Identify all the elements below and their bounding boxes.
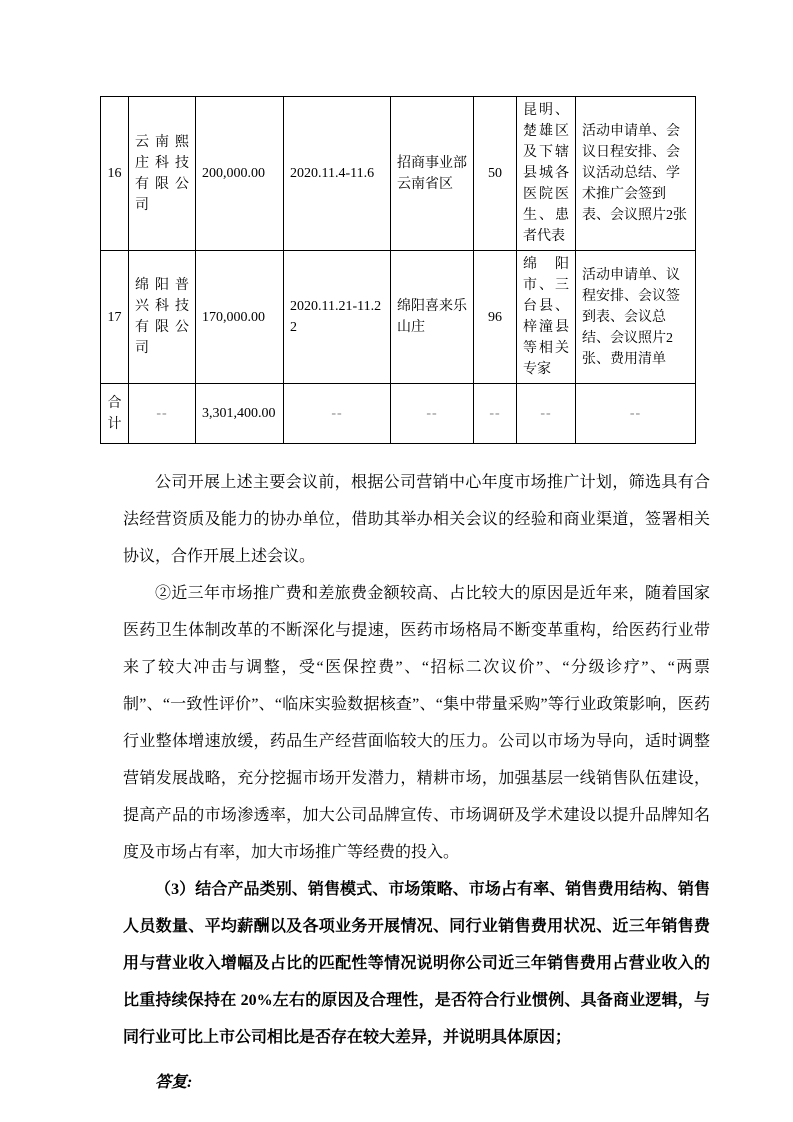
cell-date: -- bbox=[284, 384, 391, 444]
cell-organizer: 绵阳喜来乐山庄 bbox=[391, 251, 474, 384]
cell-company: 绵阳普兴科技有限公司 bbox=[129, 251, 196, 384]
cell-organizer: -- bbox=[391, 384, 474, 444]
cell-row-number: 17 bbox=[101, 251, 129, 384]
cell-organizer: 招商事业部云南省区 bbox=[391, 97, 474, 251]
cell-materials: 活动申请单、议程安排、会议签到表、会议总结、会议照片2张、费用清单 bbox=[576, 251, 696, 384]
cell-total-label: 合计 bbox=[101, 384, 129, 444]
table-row bbox=[101, 251, 696, 384]
cell-count: 50 bbox=[474, 97, 517, 251]
cell-company: -- bbox=[129, 384, 196, 444]
body-text bbox=[123, 464, 710, 1101]
cell-date: 2020.11.4-11.6 bbox=[284, 97, 391, 251]
paragraph-question-3: （3）结合产品类别、销售模式、市场策略、市场占有率、销售费用结构、销售人员数量、平均薪酬以及各项业务开展情况、同行业销售费用状况、近三年销售费用与营业收入增幅及占比的匹配性等情况说明你公司近三年销售费用占营业收入的比重持续保持在 20%左右的原因及合理性，是否符合行业惯例、具备商业逻辑，与同行业可比上市公司相比是否存在较大差异，并说明具体原因； bbox=[123, 881, 710, 1046]
cell-amount: 200,000.00 bbox=[196, 97, 284, 251]
cell-count: 96 bbox=[474, 251, 517, 384]
cell-materials: 活动申请单、会议日程安排、会议活动总结、学术推广会签到表、会议照片2张 bbox=[576, 97, 696, 251]
table-row bbox=[101, 97, 696, 251]
cell-row-number: 16 bbox=[101, 97, 129, 251]
paragraph-expense-reason: ②近三年市场推广费和差旅费金额较高、占比较大的原因是近年来，随着国家医药卫生体制改革的不断深化与提速，医药市场格局不断变革重构，给医药行业带来了较大冲击与调整，受“医保控费”、“招标二次议价”、“分级诊疗”、“两票制”、“一致性评价”、“临床实验数据核查”、“集中带量采购”等行业政策影响，医药行业整体增速放缓，药品生产经营面临较大的压力。公司以市场为导向，适时调整营销发展战略，充分挖掘市场开发潜力，精耕市场，加强基层一线销售队伍建设，提高产品的市场渗透率，加大公司品牌宣传、市场调研及学术建设以提升品牌知名度及市场占有率，加大市场推广等经费的投入。 bbox=[123, 585, 710, 861]
meeting-expense-table bbox=[100, 96, 696, 444]
reply-label: 答复: bbox=[155, 1074, 193, 1091]
cell-date: 2020.11.21-11.22 bbox=[284, 251, 391, 384]
cell-count: -- bbox=[474, 384, 517, 444]
table-row-total bbox=[101, 384, 696, 444]
cell-materials: -- bbox=[576, 384, 696, 444]
paragraph-meeting-cooperation: 公司开展上述主要会议前，根据公司营销中心年度市场推广计划，筛选具有合法经营资质及能力的协办单位，借助其举办相关会议的经验和商业渠道，签署相关协议，合作开展上述会议。 bbox=[123, 474, 710, 565]
cell-attendees: 绵阳市、三台县、梓潼县等相关专家 bbox=[517, 251, 576, 384]
cell-attendees: -- bbox=[517, 384, 576, 444]
cell-company: 云南熙庄科技有限公司 bbox=[129, 97, 196, 251]
cell-amount: 170,000.00 bbox=[196, 251, 284, 384]
cell-attendees: 昆明、楚雄区及下辖县城各医院医生、患者代表 bbox=[517, 97, 576, 251]
cell-total-amount: 3,301,400.00 bbox=[196, 384, 284, 444]
